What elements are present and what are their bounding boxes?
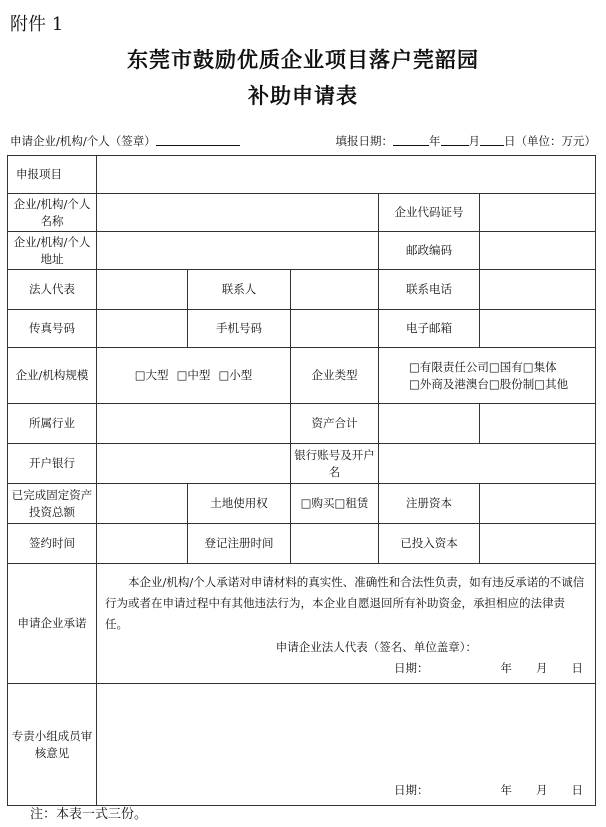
invested-label: 已投入资本 [379, 524, 480, 564]
day-unit: 日（单位：万元） [504, 134, 596, 148]
fax-field[interactable] [97, 310, 188, 348]
reg-capital-field[interactable] [480, 484, 596, 524]
scale-options [97, 348, 291, 404]
pledge-cell [97, 564, 596, 684]
bank-field[interactable] [97, 444, 291, 484]
name-field[interactable] [97, 194, 379, 232]
legal-rep-field[interactable] [97, 270, 188, 310]
pledge-date-label: 日期： [394, 661, 429, 675]
row-sign-time [8, 524, 596, 564]
code-label: 企业代码证号 [379, 194, 480, 232]
review-day: 日 [571, 783, 583, 797]
email-field[interactable] [480, 310, 596, 348]
assets-field-2[interactable] [480, 404, 596, 444]
day-blank[interactable] [480, 133, 504, 146]
pledge-day: 日 [571, 661, 583, 675]
project-field[interactable] [97, 156, 596, 194]
scale-option-large[interactable]: □大型 [134, 368, 169, 382]
reg-capital-label: 注册资本 [379, 484, 480, 524]
fax-label: 传真号码 [8, 310, 97, 348]
row-industry [8, 404, 596, 444]
scale-option-medium[interactable]: □中型 [176, 368, 211, 382]
code-field[interactable] [480, 194, 596, 232]
account-field[interactable] [379, 444, 596, 484]
review-label: 专责小组成员审核意见 [8, 684, 97, 806]
row-project [8, 156, 596, 194]
contact-field[interactable] [291, 270, 379, 310]
review-date-label: 日期： [394, 783, 429, 797]
pledge-text: 本企业/机构/个人承诺对申请材料的真实性、准确性和合法性负责，如有违反承诺的不诚信行为或者在申请过程中有其他违法行为，本企业自愿退回所有补助资金，承担相应的法律责任。 [105, 575, 585, 631]
row-legal-rep [8, 270, 596, 310]
address-label: 企业/机构/个人地址 [8, 232, 97, 270]
land-options[interactable]: □购买□租赁 [291, 484, 379, 524]
row-scale [8, 348, 596, 404]
application-form-table [7, 155, 596, 806]
fill-date-label: 填报日期： [335, 134, 393, 148]
industry-field[interactable] [97, 404, 291, 444]
applicant-label: 申请企业/机构/个人（签章） [10, 134, 156, 148]
postcode-field[interactable] [480, 232, 596, 270]
scale-option-small[interactable]: □小型 [218, 368, 253, 382]
project-label: 申报项目 [8, 156, 97, 194]
scale-label: 企业/机构规模 [8, 348, 97, 404]
row-address [8, 232, 596, 270]
review-date-line[interactable] [105, 782, 587, 799]
sign-time-field[interactable] [97, 524, 188, 564]
row-bank [8, 444, 596, 484]
reg-time-label: 登记注册时间 [188, 524, 291, 564]
pledge-sign-line[interactable]: 申请企业法人代表（签名、单位盖章）： [275, 640, 477, 654]
industry-label: 所属行业 [8, 404, 97, 444]
review-month: 月 [536, 783, 548, 797]
legal-rep-label: 法人代表 [8, 270, 97, 310]
row-pledge [8, 564, 596, 684]
month-unit: 月 [468, 134, 480, 148]
bank-label: 开户银行 [8, 444, 97, 484]
review-year: 年 [500, 783, 512, 797]
applicant-blank[interactable] [156, 133, 240, 146]
year-blank[interactable] [393, 133, 429, 146]
reg-time-field[interactable] [291, 524, 379, 564]
row-name [8, 194, 596, 232]
type-options [379, 348, 596, 404]
contact-phone-field[interactable] [480, 270, 596, 310]
email-label: 电子邮箱 [379, 310, 480, 348]
year-unit: 年 [429, 134, 441, 148]
form-subtitle: 补助申请表 [248, 83, 358, 108]
fixed-invest-field[interactable] [97, 484, 188, 524]
type-options-row2[interactable]: □外商及港澳台□股份制□其他 [409, 376, 569, 391]
row-fixed-invest [8, 484, 596, 524]
pledge-date-line[interactable] [105, 658, 587, 679]
attachment-label: 附件 1 [10, 14, 64, 35]
month-blank[interactable] [441, 133, 469, 146]
review-cell[interactable] [97, 684, 596, 806]
pledge-year: 年 [500, 661, 512, 675]
invested-field[interactable] [480, 524, 596, 564]
form-title: 东莞市鼓励优质企业项目落户莞韶园 [127, 47, 479, 72]
applicant-signature-line [10, 133, 240, 149]
contact-phone-label: 联系电话 [379, 270, 480, 310]
type-label: 企业类型 [291, 348, 379, 404]
type-options-row1[interactable]: □有限责任公司□国有□集体 [409, 359, 557, 374]
sign-time-label: 签约时间 [8, 524, 97, 564]
assets-label: 资产合计 [291, 404, 379, 444]
row-review [8, 684, 596, 806]
footer-note: 注：本表一式三份。 [30, 807, 148, 822]
address-field[interactable] [97, 232, 379, 270]
mobile-label: 手机号码 [188, 310, 291, 348]
mobile-field[interactable] [291, 310, 379, 348]
name-label: 企业/机构/个人名称 [8, 194, 97, 232]
fill-date-line [336, 133, 597, 149]
account-label: 银行账号及开户名 [291, 444, 379, 484]
pledge-label: 申请企业承诺 [8, 564, 97, 684]
fixed-invest-label: 已完成固定资产投资总额 [8, 484, 97, 524]
assets-field-1[interactable] [379, 404, 480, 444]
row-fax [8, 310, 596, 348]
land-label: 土地使用权 [188, 484, 291, 524]
pledge-month: 月 [536, 661, 548, 675]
postcode-label: 邮政编码 [379, 232, 480, 270]
contact-label: 联系人 [188, 270, 291, 310]
